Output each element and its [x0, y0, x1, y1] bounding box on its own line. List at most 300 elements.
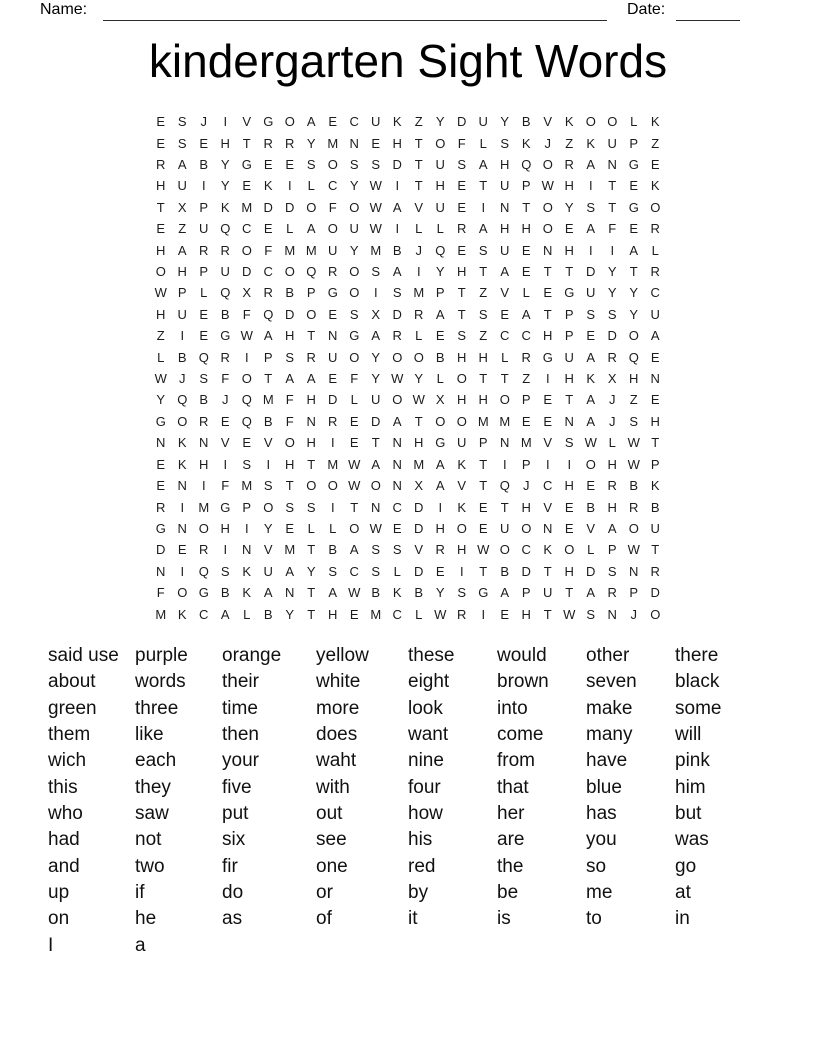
grid-letter: T	[414, 157, 423, 173]
grid-letter: L	[243, 606, 251, 622]
grid-letter: E	[285, 520, 295, 536]
grid-letter: G	[198, 585, 209, 601]
grid-letter: E	[650, 349, 660, 365]
grid-letter: R	[392, 328, 402, 344]
grid-letter: H	[328, 606, 338, 622]
grid-letter: K	[564, 114, 574, 130]
word-list-item: from	[497, 750, 535, 772]
grid-letter: D	[242, 264, 252, 280]
grid-letter: O	[284, 264, 295, 280]
grid-letter: H	[500, 221, 510, 237]
grid-letter: E	[199, 135, 209, 151]
grid-letter: F	[221, 371, 230, 387]
grid-letter: E	[156, 456, 166, 472]
word-list-item: eight	[408, 671, 450, 693]
word-list-column	[316, 643, 408, 933]
word-list-item: so	[586, 855, 607, 877]
grid-letter: T	[479, 456, 488, 472]
word-list-item: make	[586, 697, 633, 719]
grid-letter: H	[478, 349, 488, 365]
grid-letter: D	[414, 499, 424, 515]
grid-letter: R	[220, 349, 230, 365]
grid-letter: W	[627, 542, 640, 558]
grid-letter: S	[500, 135, 510, 151]
word-list-item: nine	[408, 750, 444, 772]
word-list-item: into	[497, 697, 528, 719]
grid-letter: L	[630, 114, 638, 130]
grid-letter: M	[413, 285, 425, 301]
grid-letter: K	[650, 478, 660, 494]
grid-letter: F	[264, 242, 273, 258]
grid-letter: O	[456, 413, 467, 429]
grid-letter: H	[521, 606, 531, 622]
grid-letter: A	[392, 199, 402, 215]
grid-letter: E	[543, 285, 553, 301]
word-list-item: does	[316, 724, 358, 746]
grid-letter: L	[329, 520, 337, 536]
grid-letter: E	[328, 114, 338, 130]
grid-letter: S	[306, 499, 316, 515]
grid-letter: G	[263, 114, 274, 130]
word-list-item: him	[675, 776, 706, 798]
grid-letter: H	[392, 135, 402, 151]
grid-letter: T	[414, 413, 423, 429]
grid-letter: T	[307, 606, 316, 622]
grid-letter: Q	[241, 413, 252, 429]
grid-letter: F	[156, 585, 165, 601]
grid-letter: K	[177, 606, 187, 622]
grid-letter: A	[392, 264, 402, 280]
grid-letter: H	[564, 371, 574, 387]
grid-letter: N	[177, 520, 187, 536]
word-list-column	[586, 643, 675, 933]
word-list	[48, 643, 760, 959]
grid-letter: E	[349, 413, 359, 429]
word-list-item: this	[48, 776, 78, 798]
grid-letter: N	[500, 199, 510, 215]
grid-letter: S	[349, 157, 359, 173]
grid-letter: G	[628, 199, 639, 215]
date-label: Date:	[627, 1, 666, 18]
grid-letter: U	[650, 306, 660, 322]
grid-letter: N	[349, 135, 359, 151]
grid-letter: L	[587, 542, 595, 558]
grid-letter: X	[414, 478, 424, 494]
word-list-item: two	[135, 855, 165, 877]
grid-letter: U	[371, 114, 381, 130]
grid-letter: Z	[522, 371, 531, 387]
grid-letter: G	[155, 413, 166, 429]
grid-letter: N	[285, 585, 295, 601]
grid-letter: B	[199, 392, 209, 408]
grid-letter: O	[435, 413, 446, 429]
grid-letter: R	[285, 135, 295, 151]
word-list-item: some	[675, 697, 722, 719]
word-list-item: me	[586, 882, 613, 904]
grid-letter: E	[586, 328, 596, 344]
grid-letter: A	[629, 242, 639, 258]
grid-letter: Z	[156, 328, 165, 344]
word-list-item: do	[222, 882, 244, 904]
grid-letter: S	[586, 306, 596, 322]
grid-letter: I	[287, 178, 292, 194]
grid-letter: V	[242, 114, 252, 130]
grid-letter: S	[586, 606, 596, 622]
word-list-item: that	[497, 776, 529, 798]
grid-letter: O	[370, 478, 381, 494]
word-list-item: had	[48, 829, 80, 851]
grid-letter: K	[457, 456, 467, 472]
word-list-item: in	[675, 908, 690, 930]
grid-letter: H	[306, 392, 316, 408]
grid-letter: W	[563, 606, 576, 622]
grid-letter: R	[564, 157, 574, 173]
grid-letter: N	[242, 542, 252, 558]
grid-letter: D	[586, 264, 596, 280]
grid-letter: R	[607, 349, 617, 365]
grid-letter: Y	[349, 178, 359, 194]
grid-letter: H	[521, 499, 531, 515]
grid-letter: T	[565, 585, 574, 601]
grid-letter: T	[629, 264, 638, 280]
grid-letter: S	[371, 157, 381, 173]
grid-letter: K	[177, 435, 187, 451]
grid-letter: I	[201, 178, 206, 194]
grid-letter: A	[607, 520, 617, 536]
word-list-item: time	[222, 697, 258, 719]
grid-letter: R	[435, 542, 445, 558]
word-list-item: and	[48, 855, 80, 877]
grid-letter: O	[456, 371, 467, 387]
grid-letter: O	[349, 520, 360, 536]
grid-letter: N	[306, 413, 316, 429]
grid-letter: S	[607, 563, 617, 579]
grid-letter: E	[500, 306, 510, 322]
grid-letter: B	[414, 585, 424, 601]
grid-letter: J	[630, 606, 637, 622]
grid-letter: X	[435, 392, 445, 408]
grid-letter: K	[586, 371, 596, 387]
grid-letter: E	[242, 178, 252, 194]
grid-letter: E	[586, 478, 596, 494]
grid-letter: P	[521, 585, 531, 601]
grid-letter: V	[220, 435, 230, 451]
word-list-column	[222, 643, 316, 933]
grid-letter: U	[199, 221, 209, 237]
grid-letter: Z	[565, 135, 574, 151]
grid-letter: A	[435, 306, 445, 322]
grid-letter: Z	[629, 392, 638, 408]
word-list-item: are	[497, 829, 525, 851]
word-list-item: black	[675, 671, 720, 693]
grid-letter: Z	[479, 328, 488, 344]
grid-letter: P	[629, 135, 639, 151]
grid-letter: L	[651, 242, 659, 258]
grid-letter: H	[564, 178, 574, 194]
grid-letter: W	[584, 435, 597, 451]
word-search-grid	[150, 111, 666, 625]
word-list-item: his	[408, 829, 433, 851]
grid-letter: R	[263, 135, 273, 151]
grid-letter: I	[330, 499, 335, 515]
grid-letter: L	[608, 435, 616, 451]
grid-letter: G	[435, 435, 446, 451]
grid-letter: P	[564, 306, 574, 322]
grid-letter: V	[543, 499, 553, 515]
grid-letter: L	[436, 221, 444, 237]
grid-letter: Q	[220, 285, 231, 301]
grid-letter: M	[241, 478, 253, 494]
grid-letter: U	[543, 585, 553, 601]
grid-letter: W	[627, 456, 640, 472]
grid-letter: M	[327, 456, 339, 472]
grid-letter: E	[435, 563, 445, 579]
grid-letter: A	[435, 456, 445, 472]
word-list-item: or	[316, 882, 333, 904]
grid-letter: A	[306, 221, 316, 237]
grid-letter: H	[285, 456, 295, 472]
word-list-item: have	[586, 750, 628, 772]
grid-letter: A	[586, 585, 596, 601]
grid-letter: Y	[500, 114, 510, 130]
word-list-item: if	[135, 882, 145, 904]
grid-letter: L	[307, 178, 315, 194]
grid-letter: T	[479, 478, 488, 494]
grid-letter: M	[413, 456, 425, 472]
grid-letter: T	[307, 456, 316, 472]
word-list-item: these	[408, 645, 455, 666]
word-list-item: but	[675, 803, 702, 825]
grid-letter: B	[650, 499, 660, 515]
grid-letter: O	[349, 349, 360, 365]
grid-letter: T	[307, 542, 316, 558]
word-list-column	[408, 643, 497, 933]
grid-letter: H	[607, 456, 617, 472]
word-list-item: up	[48, 882, 70, 904]
grid-letter: Y	[435, 264, 445, 280]
grid-letter: E	[156, 135, 166, 151]
grid-letter: I	[180, 499, 185, 515]
grid-letter: E	[156, 114, 166, 130]
word-list-item: four	[408, 776, 441, 798]
grid-letter: Y	[306, 563, 316, 579]
grid-letter: H	[414, 435, 424, 451]
grid-letter: V	[543, 435, 553, 451]
grid-letter: I	[545, 456, 550, 472]
grid-letter: V	[500, 285, 510, 301]
grid-letter: Y	[306, 135, 316, 151]
grid-letter: Y	[629, 306, 639, 322]
grid-letter: I	[180, 563, 185, 579]
grid-letter: I	[223, 542, 228, 558]
grid-letter: M	[262, 392, 274, 408]
grid-letter: R	[328, 413, 338, 429]
word-list-item: come	[497, 724, 544, 746]
grid-letter: H	[564, 478, 574, 494]
grid-letter: W	[627, 435, 640, 451]
grid-letter: S	[564, 435, 574, 451]
word-list-item: the	[497, 855, 524, 877]
word-list-item: look	[408, 697, 443, 719]
grid-letter: R	[156, 499, 166, 515]
grid-letter: A	[500, 585, 510, 601]
grid-letter: O	[263, 499, 274, 515]
grid-letter: O	[542, 221, 553, 237]
grid-letter: B	[177, 349, 187, 365]
grid-letter: I	[416, 264, 421, 280]
grid-letter: F	[221, 478, 230, 494]
word-list-item: be	[497, 882, 519, 904]
grid-letter: B	[629, 478, 639, 494]
word-list-item: put	[222, 803, 249, 825]
grid-letter: O	[564, 542, 575, 558]
grid-letter: Y	[435, 585, 445, 601]
grid-letter: R	[607, 478, 617, 494]
grid-letter: Q	[499, 478, 510, 494]
grid-letter: V	[263, 542, 273, 558]
grid-letter: X	[177, 199, 187, 215]
grid-letter: U	[564, 349, 574, 365]
grid-letter: K	[457, 499, 467, 515]
grid-letter: T	[479, 178, 488, 194]
grid-letter: R	[306, 349, 316, 365]
grid-letter: X	[607, 371, 617, 387]
grid-letter: L	[415, 606, 423, 622]
word-list-item: he	[135, 908, 157, 930]
grid-letter: I	[330, 435, 335, 451]
grid-letter: I	[266, 456, 271, 472]
grid-letter: C	[328, 178, 338, 194]
grid-letter: A	[521, 306, 531, 322]
grid-letter: S	[199, 371, 209, 387]
grid-letter: O	[155, 264, 166, 280]
word-list-item: how	[408, 803, 443, 825]
grid-letter: D	[607, 328, 617, 344]
word-list-item: about	[48, 671, 96, 693]
grid-letter: H	[521, 221, 531, 237]
grid-letter: U	[263, 563, 273, 579]
grid-letter: P	[478, 435, 488, 451]
grid-letter: N	[177, 478, 187, 494]
grid-letter: R	[199, 413, 209, 429]
grid-letter: F	[285, 392, 294, 408]
grid-letter: E	[156, 478, 166, 494]
grid-letter: S	[629, 413, 639, 429]
grid-letter: D	[285, 306, 295, 322]
word-list-item: go	[675, 855, 697, 877]
grid-letter: R	[328, 264, 338, 280]
word-list-column	[135, 643, 222, 959]
word-list-item: their	[222, 671, 259, 693]
grid-letter: H	[457, 349, 467, 365]
grid-letter: I	[567, 456, 572, 472]
grid-letter: W	[348, 585, 361, 601]
grid-letter: G	[478, 585, 489, 601]
word-list-column	[497, 643, 586, 933]
grid-letter: H	[199, 456, 209, 472]
grid-letter: I	[610, 242, 615, 258]
grid-letter: R	[263, 285, 273, 301]
grid-letter: O	[306, 306, 317, 322]
grid-letter: P	[629, 585, 639, 601]
grid-letter: U	[349, 221, 359, 237]
word-list-item: green	[48, 697, 97, 719]
grid-letter: A	[328, 585, 338, 601]
grid-letter: E	[543, 413, 553, 429]
grid-letter: E	[564, 221, 574, 237]
grid-letter: T	[350, 499, 359, 515]
grid-letter: T	[479, 264, 488, 280]
grid-letter: K	[650, 178, 660, 194]
grid-letter: U	[435, 199, 445, 215]
grid-letter: J	[179, 371, 186, 387]
grid-letter: C	[349, 563, 359, 579]
grid-letter: S	[177, 114, 187, 130]
word-list-item: like	[135, 724, 164, 746]
word-list-item: see	[316, 829, 347, 851]
word-list-item: to	[586, 908, 602, 930]
grid-letter: Y	[263, 520, 273, 536]
word-list-item: said use	[48, 645, 119, 666]
grid-letter: B	[199, 157, 209, 173]
grid-letter: K	[392, 114, 402, 130]
grid-letter: H	[220, 135, 230, 151]
grid-letter: H	[285, 328, 295, 344]
grid-letter: H	[435, 520, 445, 536]
grid-letter: Q	[306, 264, 317, 280]
grid-letter: E	[500, 606, 510, 622]
grid-letter: T	[414, 135, 423, 151]
grid-letter: W	[369, 199, 382, 215]
grid-letter: U	[328, 242, 338, 258]
grid-letter: Q	[241, 392, 252, 408]
grid-letter: K	[543, 542, 553, 558]
grid-letter: H	[220, 520, 230, 536]
grid-letter: T	[543, 264, 552, 280]
name-label: Name:	[40, 1, 88, 18]
word-list-item: her	[497, 803, 525, 825]
grid-letter: U	[220, 264, 230, 280]
grid-letter: M	[520, 435, 532, 451]
grid-letter: L	[436, 371, 444, 387]
grid-letter: P	[199, 199, 209, 215]
grid-letter: S	[586, 199, 596, 215]
grid-letter: F	[242, 306, 251, 322]
grid-letter: D	[521, 563, 531, 579]
grid-letter: U	[650, 520, 660, 536]
grid-letter: H	[177, 264, 187, 280]
word-list-column	[675, 643, 760, 933]
grid-letter: R	[521, 349, 531, 365]
grid-letter: N	[392, 435, 402, 451]
grid-letter: L	[415, 221, 423, 237]
grid-letter: W	[477, 542, 490, 558]
grid-letter: F	[457, 135, 466, 151]
word-list-item: more	[316, 697, 360, 719]
grid-letter: O	[177, 413, 188, 429]
grid-letter: E	[177, 542, 187, 558]
grid-letter: N	[156, 435, 166, 451]
grid-letter: G	[220, 328, 231, 344]
grid-letter: R	[650, 563, 660, 579]
grid-letter: I	[395, 178, 400, 194]
grid-letter: H	[306, 435, 316, 451]
grid-letter: L	[501, 349, 509, 365]
grid-letter: A	[306, 371, 316, 387]
grid-letter: K	[650, 114, 660, 130]
grid-letter: O	[650, 199, 661, 215]
grid-letter: N	[392, 456, 402, 472]
